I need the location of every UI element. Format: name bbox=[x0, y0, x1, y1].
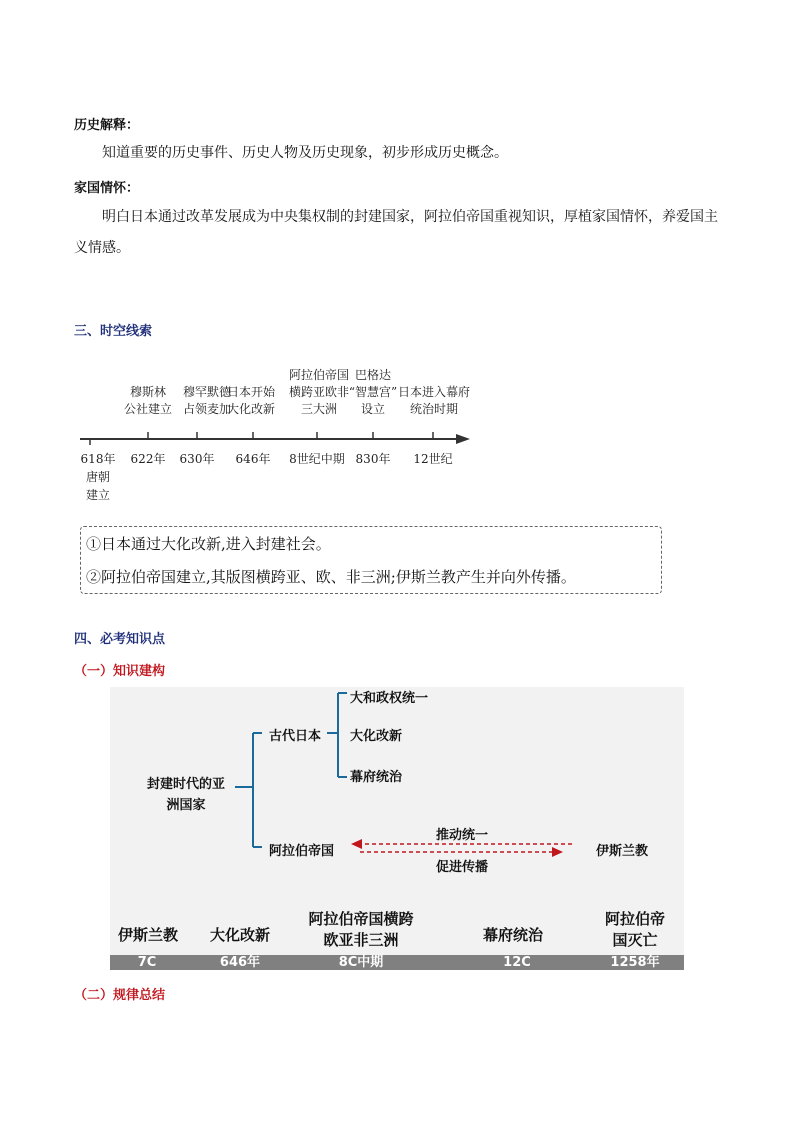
label-promote-spread: 促进传播 bbox=[436, 860, 489, 875]
timeline-event: 巴格达 “智慧宫” 设立 bbox=[348, 368, 398, 416]
label-push-unify: 推动统一 bbox=[436, 828, 489, 843]
timeline-axis-arrow bbox=[456, 434, 470, 444]
timeline-date: 8世纪中期 bbox=[289, 452, 345, 466]
timeline-event: 日本开始 大化改新 bbox=[226, 385, 275, 416]
patriot-text-line1: 明白日本通过改革发展成为中央集权制的封建国家，阿拉伯帝国重视知识，厚植家国情怀，养爱国主 bbox=[102, 209, 718, 225]
patriot-label: 家国情怀： bbox=[74, 181, 140, 196]
timeline-date: 622年 bbox=[130, 452, 166, 466]
bottom-event: 幕府统治 bbox=[482, 926, 543, 944]
timeline-note: ②阿拉伯帝国建立,其版图横跨亚、欧、非三洲;伊斯兰教产生并向外传播。 bbox=[86, 568, 576, 586]
timeline-date: 12世纪 bbox=[413, 452, 453, 466]
bottom-event: 大化改新 bbox=[209, 926, 270, 944]
bottom-date: 1258年 bbox=[610, 955, 660, 970]
section4-title: 四、必考知识点 bbox=[74, 632, 166, 647]
timeline-event: 穆罕默德 占领麦加 bbox=[182, 385, 231, 416]
timeline-event: 阿拉伯帝国 横跨亚欧非 三大洲 bbox=[288, 368, 349, 416]
subsection-number: （二） bbox=[74, 988, 114, 1003]
bottom-event: 伊斯兰教 bbox=[117, 926, 178, 944]
node-taika-reform: 大化改新 bbox=[350, 729, 403, 744]
node-arab-empire: 阿拉伯帝国 bbox=[269, 844, 335, 859]
bottom-date: 12C bbox=[503, 955, 531, 970]
timeline-date: 618年 唐朝 建立 bbox=[80, 452, 116, 502]
node-islam: 伊斯兰教 bbox=[596, 844, 649, 859]
push-unify-arrow-head bbox=[351, 839, 362, 849]
timeline-date: 830年 bbox=[355, 452, 391, 466]
timeline-note: ①日本通过大化改新,进入封建社会。 bbox=[86, 535, 331, 553]
node-ancient-japan: 古代日本 bbox=[269, 729, 322, 744]
bottom-date-bar bbox=[110, 955, 684, 970]
timeline-date: 646年 bbox=[235, 452, 271, 466]
bottom-date: 8C中期 bbox=[338, 955, 384, 970]
root-node: 封建时代的亚 洲国家 bbox=[146, 777, 225, 813]
node-shogunate: 幕府统治 bbox=[350, 770, 403, 785]
explain-label: 历史解释： bbox=[74, 118, 140, 133]
bottom-event: 阿拉伯帝国横跨 欧亚非三洲 bbox=[308, 910, 414, 949]
bottom-event: 阿拉伯帝 国灭亡 bbox=[604, 910, 665, 949]
node-yamato-unification: 大和政权统一 bbox=[350, 691, 429, 706]
promote-spread-arrow-head bbox=[552, 847, 563, 857]
subsection-number: （一） bbox=[74, 664, 114, 679]
timeline-axis bbox=[78, 428, 473, 448]
subsection-knowledge-structure bbox=[74, 660, 165, 679]
bottom-date: 646年 bbox=[219, 955, 261, 970]
explain-text: 知道重要的历史事件、历史人物及历史现象，初步形成历史概念。 bbox=[102, 145, 508, 161]
patriot-text-line2: 义情感。 bbox=[74, 240, 130, 256]
timeline-event: 穆斯林 公社建立 bbox=[123, 385, 172, 416]
subsection-pattern-summary bbox=[74, 984, 165, 1003]
section3-title: 三、时空线索 bbox=[74, 324, 153, 339]
timeline-event: 日本进入幕府 统治时期 bbox=[397, 385, 470, 416]
subsection-title: 知识建构 bbox=[113, 664, 166, 679]
timeline-notes-box bbox=[80, 526, 662, 594]
bottom-date: 7C bbox=[137, 955, 157, 970]
timeline-date: 630年 bbox=[179, 452, 215, 466]
subsection-title: 规律总结 bbox=[113, 988, 166, 1003]
